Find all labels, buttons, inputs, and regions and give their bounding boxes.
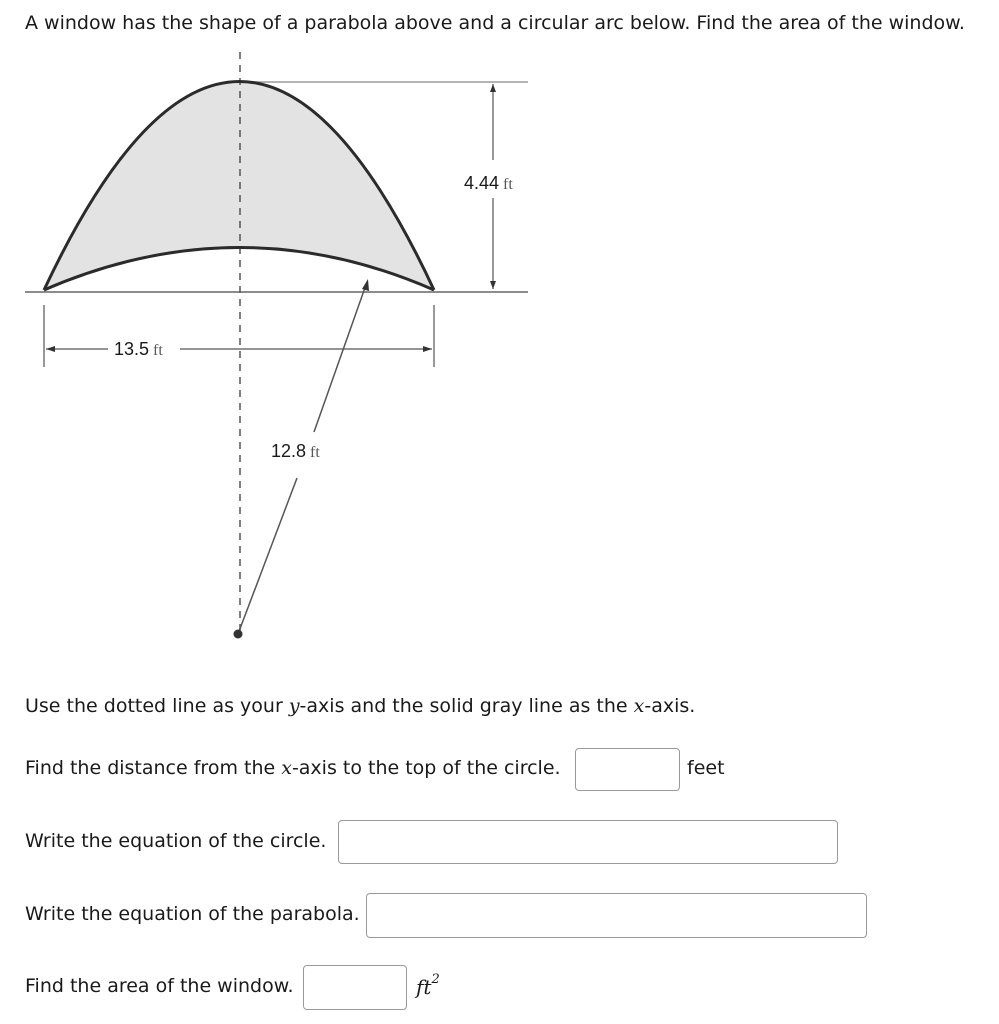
width-arrow-right	[423, 346, 432, 352]
circle-equation-input[interactable]	[338, 820, 838, 864]
question-area-label: Find the area of the window.	[25, 975, 294, 997]
parabola-equation-input[interactable]	[366, 893, 867, 938]
distance-answer-input[interactable]	[575, 748, 680, 791]
radius-label: 12.8 ft	[271, 441, 320, 461]
axis-instructions: Use the dotted line as your y-axis and the solid gray line as the x-axis.	[25, 695, 696, 717]
question-distance-label: Find the distance from the x-axis to the top of the circle.	[25, 757, 561, 779]
height-arrow-top	[490, 84, 496, 92]
width-arrow-left	[46, 346, 55, 352]
radius-arrow	[362, 279, 369, 291]
area-unit-label: $ft^2$	[416, 972, 440, 999]
distance-unit-label: feet	[687, 757, 725, 779]
width-label: 13.5 ft	[114, 339, 163, 359]
circle-center-point	[234, 630, 243, 639]
height-arrow-bottom	[490, 281, 496, 289]
height-label: 4.44 ft	[464, 173, 513, 193]
radius-line	[238, 478, 297, 634]
question-parabola-label: Write the equation of the parabola.	[25, 903, 360, 925]
problem-statement: A window has the shape of a parabola above and a circular arc below. Find the area of the window.	[25, 12, 965, 34]
question-circle-label: Write the equation of the circle.	[25, 830, 327, 852]
area-answer-input[interactable]	[303, 965, 407, 1010]
